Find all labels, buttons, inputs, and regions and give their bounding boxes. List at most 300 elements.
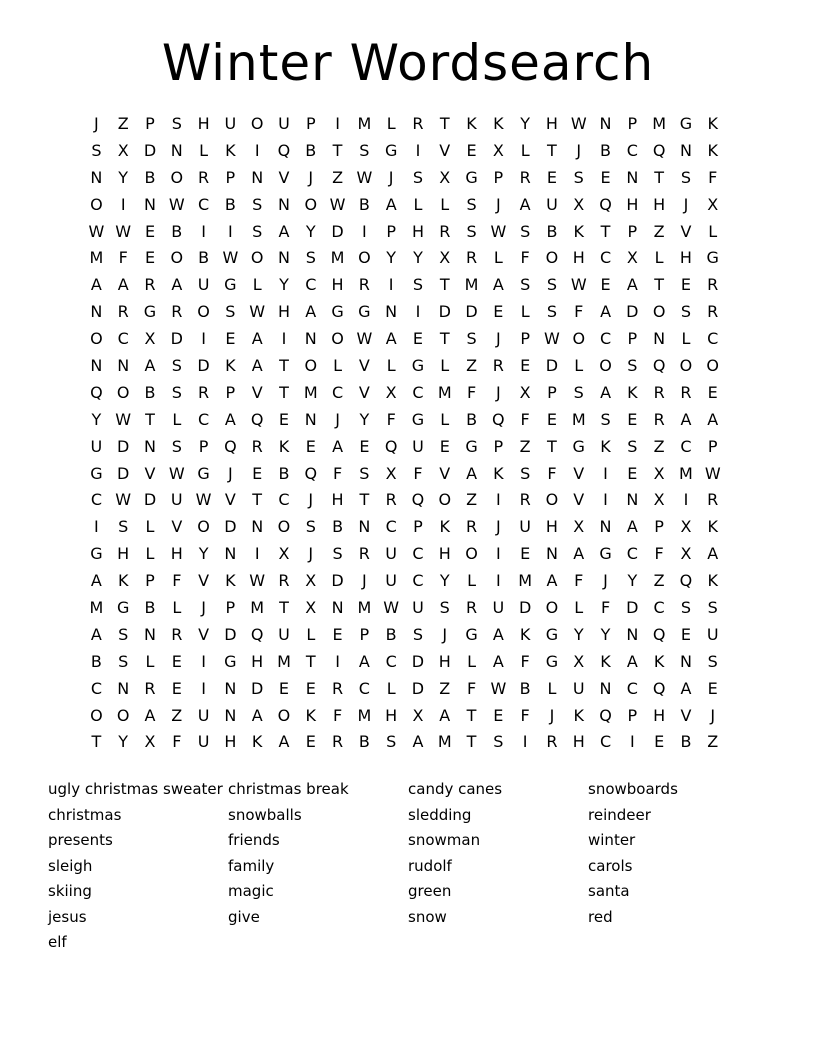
- grid-letter: G: [599, 544, 612, 564]
- grid-letter: Q: [679, 571, 693, 591]
- grid-letter: I: [495, 490, 501, 510]
- grid-letter: H: [626, 194, 639, 214]
- grid-letter: G: [545, 651, 559, 671]
- grid-letter: K: [707, 571, 718, 591]
- grid-letter: P: [305, 114, 316, 133]
- grid-letter: X: [439, 248, 451, 268]
- grid-letter: S: [627, 356, 638, 376]
- grid-row: [83, 649, 739, 676]
- grid-letter: I: [683, 490, 689, 510]
- grid-letter: H: [653, 194, 666, 214]
- grid-letter: P: [413, 517, 423, 537]
- grid-letter: R: [439, 221, 451, 241]
- grid-letter: W: [329, 194, 346, 214]
- word-list-item: santa: [588, 882, 630, 900]
- grid-letter: R: [492, 356, 504, 376]
- grid-letter: N: [358, 517, 371, 537]
- grid-letter: K: [707, 114, 718, 133]
- grid-letter: L: [145, 651, 155, 671]
- grid-letter: K: [251, 732, 263, 752]
- grid-letter: B: [358, 194, 370, 214]
- grid-letter: I: [495, 544, 501, 564]
- grid-letter: W: [570, 275, 587, 295]
- grid-row: [83, 622, 739, 649]
- grid-letter: N: [144, 624, 156, 644]
- grid-row: [83, 326, 739, 353]
- grid-letter: H: [385, 705, 398, 725]
- grid-letter: Y: [573, 624, 584, 644]
- grid-letter: A: [305, 302, 317, 322]
- grid-letter: V: [171, 517, 183, 537]
- grid-letter: N: [331, 598, 344, 618]
- grid-letter: E: [252, 463, 263, 483]
- grid-letter: D: [224, 517, 237, 537]
- grid-letter: E: [707, 382, 718, 402]
- grid-letter: P: [145, 114, 155, 133]
- grid-letter: R: [653, 382, 665, 402]
- grid-letter: J: [228, 463, 233, 483]
- grid-letter: G: [706, 248, 719, 268]
- grid-letter: C: [680, 436, 692, 456]
- grid-letter: R: [358, 544, 370, 564]
- grid-letter: Z: [653, 571, 665, 591]
- grid-letter: I: [335, 114, 340, 133]
- grid-letter: E: [439, 436, 450, 456]
- word-list-item: sledding: [408, 805, 472, 824]
- grid-letter: W: [115, 490, 132, 510]
- grid-letter: P: [654, 517, 664, 537]
- grid-letter: X: [573, 517, 585, 537]
- grid-letter: R: [465, 598, 478, 618]
- grid-letter: Y: [413, 248, 423, 268]
- word-list-item: reindeer: [588, 805, 651, 824]
- grid-letter: S: [680, 598, 691, 618]
- word-list-item: winter: [588, 831, 636, 849]
- grid-letter: G: [465, 436, 478, 456]
- grid-letter: B: [198, 248, 210, 268]
- grid-letter: C: [599, 248, 612, 268]
- word-list-item: rudolf: [408, 856, 452, 875]
- grid-letter: O: [545, 490, 559, 510]
- grid-letter: Q: [250, 409, 264, 429]
- grid-letter: A: [492, 651, 504, 671]
- grid-letter: Y: [627, 571, 638, 591]
- grid-letter: C: [653, 598, 665, 618]
- grid-letter: P: [627, 329, 638, 349]
- grid-letter: R: [358, 275, 370, 295]
- grid-letter: F: [172, 732, 182, 752]
- grid-letter: U: [706, 624, 719, 644]
- grid-letter: M: [303, 382, 318, 402]
- grid-letter: I: [254, 544, 260, 564]
- grid-letter: A: [707, 409, 719, 429]
- grid-letter: S: [707, 651, 718, 671]
- grid-letter: W: [704, 463, 721, 483]
- grid-letter: Y: [520, 114, 531, 133]
- grid-letter: T: [654, 167, 665, 187]
- grid-letter: D: [438, 302, 451, 322]
- grid-letter: T: [654, 275, 665, 295]
- grid-letter: W: [168, 463, 185, 483]
- grid-letter: S: [305, 517, 316, 537]
- grid-letter: S: [573, 167, 584, 187]
- grid-letter: P: [225, 167, 236, 187]
- grid-letter: A: [626, 275, 638, 295]
- grid-letter: U: [197, 705, 210, 725]
- grid-letter: X: [519, 382, 531, 402]
- grid-letter: S: [118, 651, 129, 671]
- grid-letter: F: [520, 248, 530, 268]
- grid-row: [83, 487, 739, 514]
- grid-letter: E: [680, 275, 691, 295]
- grid-letter: Y: [600, 624, 611, 644]
- grid-letter: S: [680, 167, 691, 187]
- grid-letter: J: [442, 624, 448, 644]
- grid-letter: S: [252, 194, 263, 214]
- grid-letter: L: [493, 248, 503, 268]
- grid-letter: N: [144, 194, 156, 214]
- grid-letter: F: [520, 409, 530, 429]
- grid-letter: R: [332, 732, 344, 752]
- grid-letter: B: [519, 678, 531, 698]
- grid-letter: R: [412, 114, 424, 133]
- grid-letter: T: [547, 140, 557, 160]
- grid-row: [83, 595, 739, 622]
- grid-letter: G: [384, 140, 398, 160]
- grid-letter: E: [627, 409, 638, 429]
- grid-letter: I: [603, 463, 608, 483]
- grid-letter: P: [359, 624, 370, 644]
- grid-letter: O: [304, 194, 318, 214]
- grid-letter: Y: [386, 248, 397, 268]
- grid-letter: Q: [652, 678, 666, 698]
- grid-letter: T: [439, 329, 450, 349]
- word-list-item: snow: [408, 907, 447, 926]
- grid-letter: L: [252, 275, 262, 295]
- grid-letter: N: [599, 114, 612, 133]
- grid-letter: F: [574, 571, 584, 591]
- grid-letter: D: [251, 678, 264, 698]
- grid-letter: A: [707, 544, 719, 564]
- grid-letter: X: [626, 248, 638, 268]
- grid-letter: C: [626, 140, 638, 160]
- grid-letter: Z: [653, 436, 665, 456]
- grid-row: [83, 299, 739, 326]
- grid-letter: O: [90, 705, 103, 725]
- grid-letter: O: [465, 544, 478, 564]
- grid-letter: X: [680, 544, 692, 564]
- grid-letter: P: [493, 436, 504, 456]
- grid-letter: Z: [466, 490, 478, 510]
- grid-letter: X: [144, 329, 156, 349]
- grid-letter: H: [438, 544, 451, 564]
- grid-letter: P: [225, 382, 236, 402]
- grid-letter: G: [572, 436, 585, 456]
- grid-letter: U: [546, 194, 558, 214]
- grid-letter: C: [599, 329, 612, 349]
- grid-letter: F: [413, 463, 423, 483]
- grid-letter: D: [143, 490, 157, 510]
- grid-letter: M: [89, 248, 104, 268]
- grid-letter: Y: [359, 409, 370, 429]
- grid-row: [83, 111, 739, 138]
- grid-letter: C: [412, 544, 424, 564]
- grid-letter: X: [653, 463, 665, 483]
- grid-row: [83, 245, 739, 272]
- grid-letter: O: [438, 490, 452, 510]
- grid-letter: A: [144, 356, 156, 376]
- grid-letter: R: [278, 571, 290, 591]
- grid-letter: M: [330, 248, 345, 268]
- grid-letter: C: [90, 678, 102, 698]
- grid-letter: V: [224, 490, 236, 510]
- grid-letter: E: [546, 167, 557, 187]
- grid-letter: A: [573, 544, 585, 564]
- grid-letter: N: [277, 194, 290, 214]
- grid-letter: R: [680, 382, 692, 402]
- grid-letter: A: [626, 651, 638, 671]
- grid-letter: S: [171, 114, 182, 133]
- grid-letter: G: [465, 167, 478, 187]
- grid-letter: Q: [599, 705, 612, 725]
- grid-letter: G: [411, 356, 425, 376]
- grid-letter: K: [225, 140, 236, 160]
- grid-letter: C: [198, 194, 210, 214]
- grid-letter: N: [224, 544, 237, 564]
- grid-letter: P: [520, 329, 530, 349]
- grid-letter: H: [653, 705, 666, 725]
- grid-letter: J: [495, 329, 501, 349]
- grid-letter: Q: [652, 624, 666, 644]
- grid-letter: Z: [332, 167, 344, 187]
- grid-letter: A: [412, 732, 424, 752]
- grid-letter: N: [545, 544, 558, 564]
- grid-letter: N: [251, 517, 264, 537]
- grid-letter: S: [466, 221, 477, 241]
- grid-letter: V: [198, 624, 210, 644]
- grid-letter: T: [305, 651, 316, 671]
- grid-letter: H: [277, 302, 290, 322]
- grid-row: [83, 461, 739, 488]
- grid-letter: M: [277, 651, 291, 671]
- grid-letter: A: [144, 705, 156, 725]
- grid-letter: C: [412, 382, 424, 402]
- grid-letter: Q: [492, 409, 505, 429]
- grid-letter: G: [143, 302, 157, 322]
- grid-letter: J: [94, 114, 99, 133]
- grid-letter: A: [680, 678, 692, 698]
- grid-letter: J: [495, 517, 501, 537]
- grid-letter: J: [710, 705, 716, 725]
- grid-letter: I: [415, 302, 421, 322]
- grid-letter: O: [116, 705, 130, 725]
- grid-letter: C: [198, 409, 210, 429]
- grid-letter: P: [547, 382, 557, 402]
- grid-letter: S: [627, 436, 638, 456]
- grid-letter: G: [224, 275, 237, 295]
- grid-letter: Q: [90, 382, 103, 402]
- grid-letter: S: [439, 598, 450, 618]
- grid-letter: M: [437, 382, 452, 402]
- grid-letter: X: [412, 705, 424, 725]
- grid-letter: Q: [652, 356, 666, 376]
- grid-letter: N: [251, 167, 264, 187]
- grid-letter: L: [440, 356, 450, 376]
- grid-letter: I: [201, 678, 206, 698]
- grid-letter: S: [466, 329, 477, 349]
- grid-letter: U: [170, 490, 183, 510]
- grid-letter: O: [545, 598, 559, 618]
- grid-letter: T: [439, 275, 450, 295]
- grid-letter: A: [385, 329, 397, 349]
- grid-letter: V: [573, 463, 585, 483]
- word-list-item: carols: [588, 856, 633, 875]
- grid-letter: W: [168, 194, 185, 214]
- grid-letter: F: [332, 705, 343, 725]
- grid-row: [83, 138, 739, 165]
- grid-letter: U: [278, 114, 290, 133]
- grid-letter: N: [626, 624, 639, 644]
- grid-letter: X: [653, 490, 665, 510]
- grid-letter: L: [440, 409, 450, 429]
- grid-letter: V: [439, 140, 451, 160]
- grid-letter: Q: [250, 624, 264, 644]
- grid-letter: L: [574, 356, 584, 376]
- grid-letter: N: [679, 651, 692, 671]
- grid-letter: T: [279, 598, 289, 618]
- grid-letter: E: [520, 544, 531, 564]
- grid-letter: C: [599, 732, 612, 752]
- grid-letter: D: [170, 329, 183, 349]
- grid-letter: V: [680, 705, 692, 725]
- grid-letter: W: [222, 248, 239, 268]
- grid-letter: A: [90, 624, 102, 644]
- grid-letter: O: [170, 248, 184, 268]
- grid-letter: N: [304, 409, 317, 429]
- grid-letter: D: [518, 598, 532, 618]
- grid-letter: O: [277, 517, 291, 537]
- word-list-item: green: [408, 882, 452, 900]
- grid-letter: H: [545, 114, 558, 133]
- word-list-item: family: [228, 856, 275, 875]
- grid-letter: D: [197, 356, 210, 376]
- grid-letter: S: [118, 517, 129, 537]
- grid-letter: W: [115, 221, 132, 241]
- grid-letter: R: [144, 678, 156, 698]
- grid-letter: D: [626, 302, 639, 322]
- grid-letter: N: [599, 678, 612, 698]
- grid-letter: W: [88, 221, 105, 241]
- grid-letter: M: [679, 463, 693, 483]
- grid-letter: T: [279, 356, 289, 376]
- grid-letter: K: [600, 651, 611, 671]
- grid-letter: L: [413, 194, 423, 214]
- word-list-item: magic: [228, 882, 274, 900]
- grid-letter: C: [626, 678, 638, 698]
- grid-letter: F: [332, 463, 343, 483]
- grid-letter: S: [546, 302, 558, 322]
- grid-letter: Z: [466, 356, 478, 376]
- grid-letter: H: [224, 732, 237, 752]
- grid-letter: L: [467, 571, 477, 591]
- grid-letter: A: [90, 275, 102, 295]
- grid-letter: I: [201, 329, 206, 349]
- grid-letter: T: [600, 221, 611, 241]
- grid-letter: I: [228, 221, 233, 241]
- grid-letter: B: [144, 382, 156, 402]
- page-title: Winter Wordsearch: [161, 34, 655, 92]
- grid-letter: H: [331, 490, 344, 510]
- grid-letter: J: [308, 544, 314, 564]
- grid-letter: E: [600, 275, 611, 295]
- grid-letter: H: [411, 221, 424, 241]
- grid-letter: L: [654, 248, 664, 268]
- grid-letter: F: [574, 302, 584, 322]
- grid-letter: E: [466, 140, 477, 160]
- word-list-item: jesus: [48, 907, 87, 926]
- grid-letter: L: [145, 544, 155, 564]
- grid-letter: R: [546, 732, 558, 752]
- grid-letter: N: [599, 517, 612, 537]
- grid-letter: X: [385, 463, 397, 483]
- grid-letter: X: [305, 598, 317, 618]
- grid-letter: L: [547, 678, 557, 698]
- grid-letter: C: [90, 490, 102, 510]
- grid-letter: R: [198, 167, 210, 187]
- grid-letter: J: [495, 194, 501, 214]
- grid-letter: N: [144, 436, 156, 456]
- grid-letter: O: [572, 329, 586, 349]
- grid-letter: D: [465, 302, 478, 322]
- grid-letter: L: [386, 678, 396, 698]
- grid-letter: C: [358, 678, 370, 698]
- grid-letter: J: [308, 167, 314, 187]
- grid-letter: O: [652, 302, 666, 322]
- grid-letter: E: [412, 329, 424, 349]
- grid-letter: V: [358, 356, 370, 376]
- grid-letter: D: [411, 678, 425, 698]
- grid-letter: E: [493, 705, 504, 725]
- grid-letter: O: [90, 194, 103, 214]
- grid-letter: P: [627, 705, 638, 725]
- grid-letter: Z: [171, 705, 183, 725]
- grid-letter: E: [707, 678, 718, 698]
- grid-letter: E: [627, 463, 638, 483]
- grid-letter: I: [335, 651, 340, 671]
- grid-letter: K: [600, 436, 611, 456]
- grid-letter: N: [90, 356, 103, 376]
- grid-letter: O: [304, 356, 318, 376]
- grid-letter: A: [519, 194, 531, 214]
- word-list-item: presents: [48, 831, 113, 849]
- grid-letter: H: [438, 651, 451, 671]
- grid-letter: W: [249, 571, 266, 591]
- grid-letter: I: [362, 221, 367, 241]
- grid-letter: Z: [653, 221, 665, 241]
- grid-letter: O: [545, 248, 559, 268]
- grid-letter: K: [305, 705, 317, 725]
- grid-letter: W: [544, 329, 560, 349]
- grid-letter: G: [465, 624, 478, 644]
- grid-letter: X: [278, 544, 290, 564]
- grid-letter: A: [251, 705, 263, 725]
- grid-letter: A: [600, 382, 612, 402]
- grid-letter: B: [546, 221, 558, 241]
- grid-letter: X: [573, 651, 585, 671]
- grid-letter: F: [600, 598, 611, 618]
- grid-letter: N: [224, 678, 237, 698]
- grid-letter: H: [572, 248, 585, 268]
